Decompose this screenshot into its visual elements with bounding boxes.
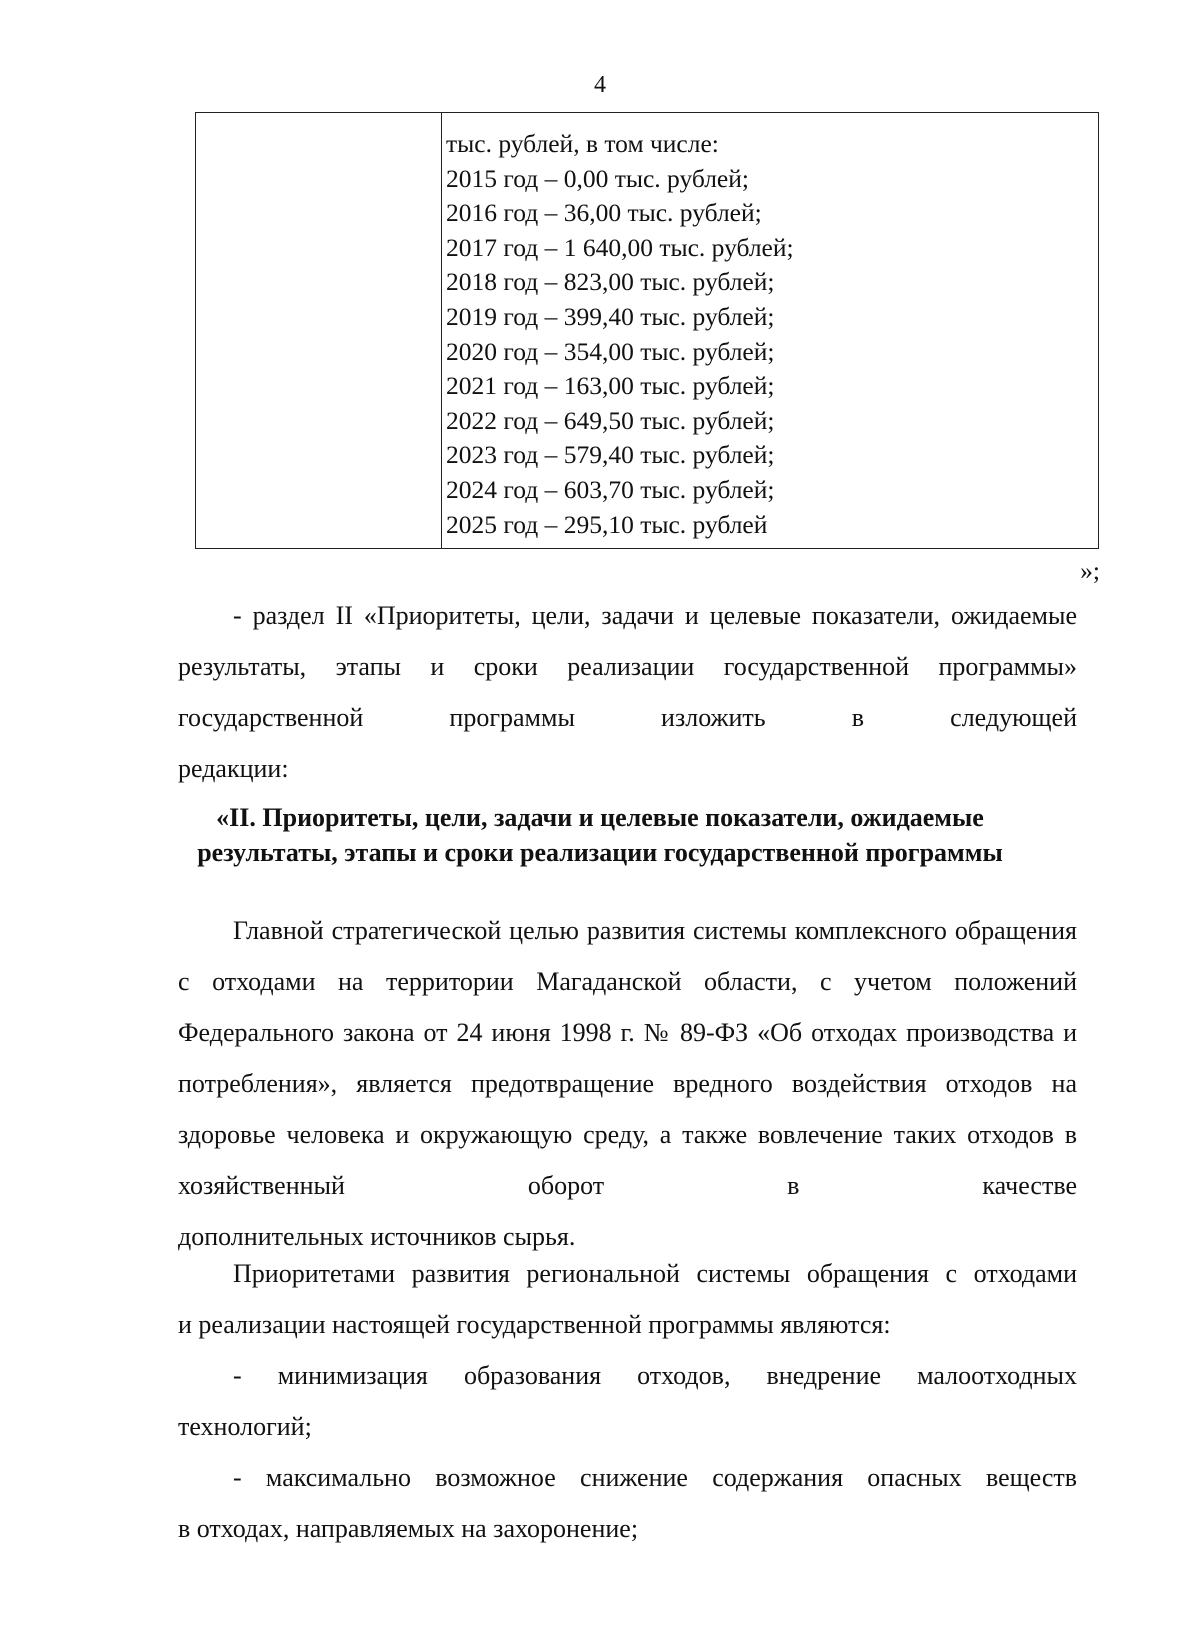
closing-quote: »; [1080,556,1100,585]
section-heading [0,800,1200,870]
funding-list [446,127,794,542]
goal-line-7: дополнительных источников сырья. [178,1222,576,1251]
priorities-line-2: и реализации настоящей государственной программы являются: [178,1310,891,1339]
goal-line-6: вовлечение таких отходов в хозяйственный оборот в качестве [178,1120,1077,1200]
goal-line-5: воздействия отходов на здоровье человека и окружающую среду, а также [178,1069,1077,1149]
priority-item-1-line-1: - минимизация образования отходов, внедрение малоотходных [233,1361,1077,1390]
amendment-line-3: программы» государственной программы изложить в следующей [178,652,1078,732]
amendment-line-1: - раздел II «Приоритеты, цели, задачи и целевые показатели, [233,601,941,630]
priority-item-2 [178,1452,1077,1554]
funding-line-2022: 2022 год – 649,50 тыс. рублей; [446,405,775,435]
funding-line-2016: 2016 год – 36,00 тыс. рублей; [446,198,762,228]
funding-line-2023: 2023 год – 579,40 тыс. рублей; [446,440,775,470]
section-heading-line-2: результаты, этапы и сроки реализации государственной программы [197,838,1003,867]
funding-line-2024: 2024 год – 603,70 тыс. рублей; [446,474,775,504]
priorities-paragraph [178,1248,1077,1350]
goal-line-2: обращения с отходами на территории Магаданской области, с учетом [178,916,1078,996]
funding-line-2018: 2018 год – 823,00 тыс. рублей; [446,267,775,297]
priorities-line-1: Приоритетами развития региональной системы обращения с отходами [233,1259,1077,1288]
page-number: 4 [594,72,606,98]
funding-line-2019: 2019 год – 399,40 тыс. рублей; [446,301,775,331]
section-heading-line-1: «II. Приоритеты, цели, задачи и целевые показатели, ожидаемые [216,803,984,832]
priority-item-2-line-2: в отходах, направляемых на захоронение; [178,1514,639,1543]
funding-line-2025: 2025 год – 295,10 тыс. рублей [446,509,768,539]
amendment-paragraph [178,590,1077,794]
funding-table [195,112,1099,549]
priority-item-1-line-2: технологий; [178,1412,312,1441]
priority-item-1 [178,1350,1077,1452]
funding-line-2021: 2021 год – 163,00 тыс. рублей; [446,371,775,401]
goal-line-4: производства и потребления», является предотвращение вредного [178,1018,1077,1098]
amendment-line-4: редакции: [178,754,289,783]
goal-line-3: положений Федерального закона от 24 июня 1998 г. № 89-ФЗ «Об отходах [178,967,1077,1047]
priority-item-2-line-1: - максимально возможное снижение содержания опасных веществ [233,1463,1077,1492]
funding-line-2017: 2017 год – 1 640,00 тыс. рублей; [446,232,794,262]
funding-line-2020: 2020 год – 354,00 тыс. рублей; [446,336,775,366]
goal-line-1: Главной стратегической целью развития системы комплексного [233,916,947,945]
funding-line-header: тыс. рублей, в том числе: [446,129,719,158]
goal-paragraph [178,905,1077,1262]
amendment-line-2: ожидаемые результаты, этапы и сроки реализации государственной [178,601,1077,681]
table-column-divider [441,113,442,548]
funding-line-2015: 2015 год – 0,00 тыс. рублей; [446,163,749,193]
